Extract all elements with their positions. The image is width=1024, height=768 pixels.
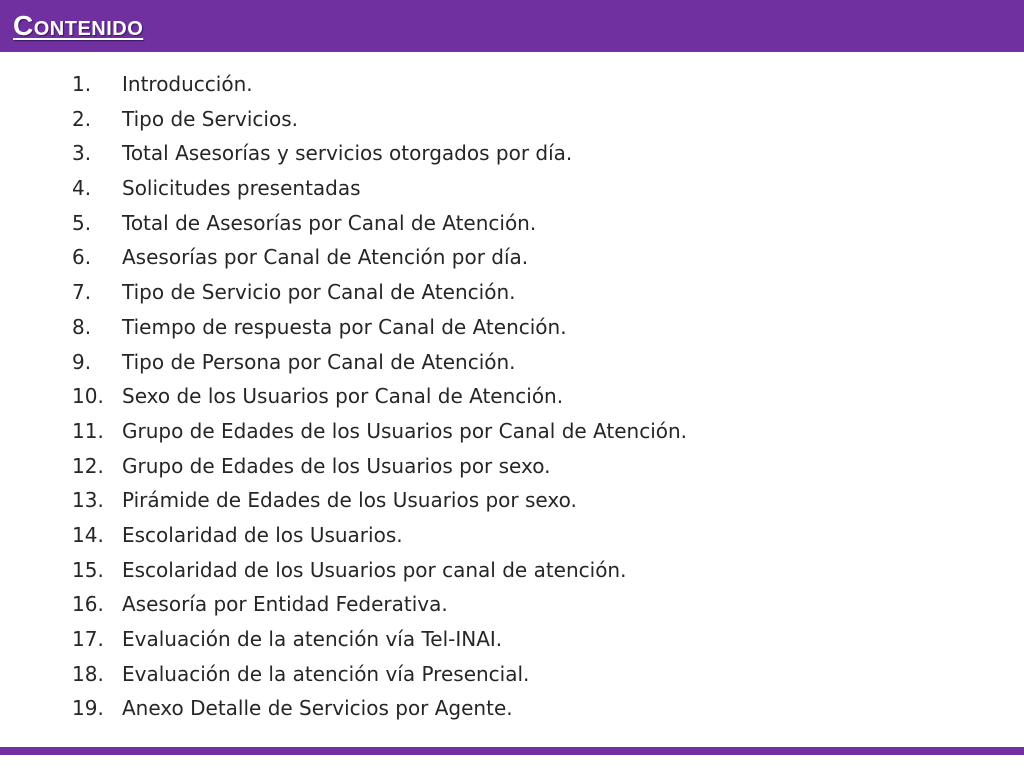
item-number: 19. [72, 696, 104, 721]
item-number: 4. [72, 176, 92, 201]
page-title: Contenido [13, 10, 144, 41]
item-text: Total Asesorías y servicios otorgados por día. [122, 141, 573, 166]
item-text: Asesorías por Canal de Atención por día. [122, 245, 529, 270]
item-number: 10. [72, 384, 104, 409]
item-text: Sexo de los Usuarios por Canal de Atención. [122, 384, 564, 409]
item-number: 6. [72, 245, 92, 270]
item-text: Escolaridad de los Usuarios. [122, 522, 403, 547]
item-number: 13. [72, 488, 104, 513]
item-number: 2. [72, 106, 92, 131]
item-number: 3. [72, 141, 92, 166]
item-number: 11. [72, 418, 104, 443]
header-bar [0, 0, 1024, 52]
item-text: Grupo de Edades de los Usuarios por sexo. [122, 453, 551, 478]
item-text: Total de Asesorías por Canal de Atención. [122, 210, 537, 235]
item-text: Tipo de Servicio por Canal de Atención. [122, 280, 516, 305]
item-number: 12. [72, 453, 104, 478]
item-number: 1. [72, 72, 92, 96]
item-number: 14. [72, 522, 104, 547]
item-text: Evaluación de la atención vía Presencial. [122, 661, 530, 686]
item-text: Tipo de Persona por Canal de Atención. [122, 349, 516, 374]
item-text: Asesoría por Entidad Federativa. [122, 592, 448, 617]
item-number: 15. [72, 557, 104, 582]
item-number: 7. [72, 280, 92, 305]
item-number: 18. [72, 661, 104, 686]
item-text: Escolaridad de los Usuarios por canal de atención. [122, 557, 627, 582]
item-text: Introducción. [122, 72, 253, 96]
item-number: 8. [72, 314, 92, 339]
item-text: Evaluación de la atención vía Tel-INAI. [122, 627, 503, 651]
item-number: 9. [72, 349, 92, 374]
item-number: 5. [72, 210, 92, 235]
item-number: 17. [72, 627, 104, 651]
item-text: Pirámide de Edades de los Usuarios por sexo. [122, 488, 577, 513]
footer-bar [0, 747, 1024, 755]
item-text: Anexo Detalle de Servicios por Agente. [122, 696, 513, 721]
item-text: Grupo de Edades de los Usuarios por Canal de Atención. [122, 418, 688, 443]
item-text: Tiempo de respuesta por Canal de Atención. [122, 314, 567, 339]
item-text: Tipo de Servicios. [122, 106, 298, 131]
item-text: Solicitudes presentadas [122, 176, 361, 201]
item-number: 16. [72, 592, 104, 617]
